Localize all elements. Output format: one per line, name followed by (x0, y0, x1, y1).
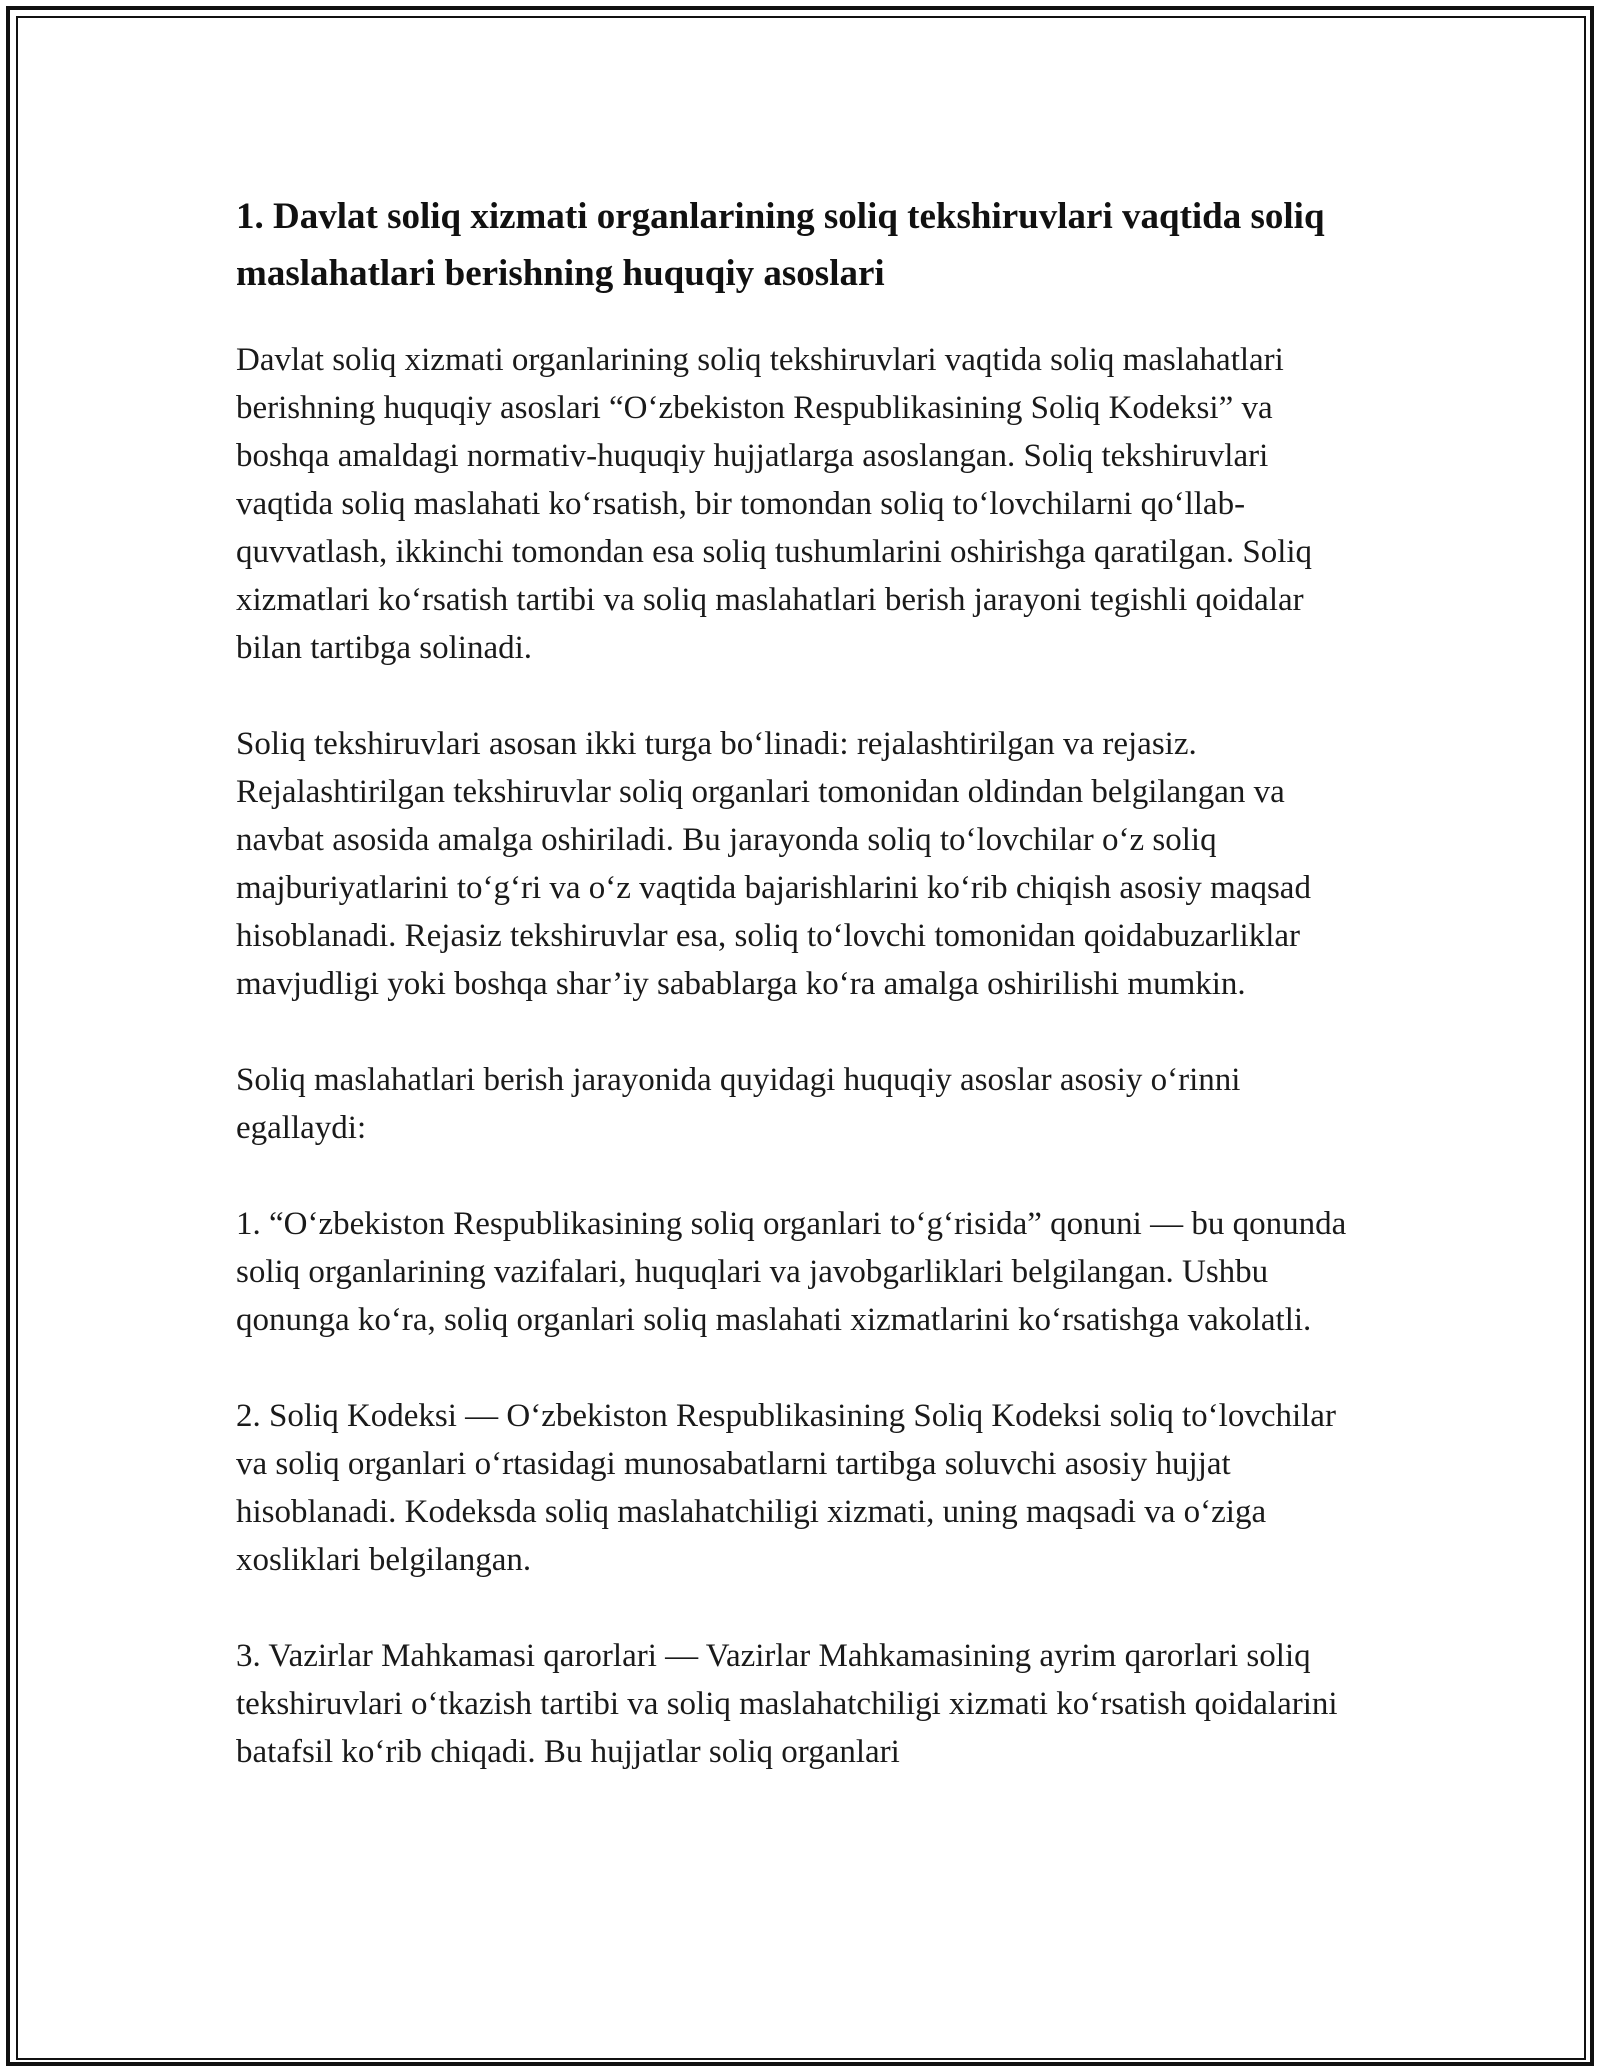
section-heading: 1. Davlat soliq xizmati organlarining soliq tekshiruvlari vaqtida soliq maslahatlari berishning huquqiy asoslari (236, 196, 1325, 294)
list-item-cabinet-resolutions: 3. Vazirlar Mahkamasi qarorlari — Vazirlar Mahkamasining ayrim qarorlari soliq tekshiruvlari o‘tkazish tartibi va soliq maslahatchiligi xizmati ko‘rsatish qoidalarini batafsil ko‘rib chiqadi. Bu hujjatlar soliq organlari (236, 1638, 1338, 1770)
document-body (236, 188, 1372, 1824)
list-item-tax-code: 2. Soliq Kodeksi — O‘zbekiston Respublikasining Soliq Kodeksi soliq to‘lovchilar va soliq organlari o‘rtasidagi munosabatlarni tartibga soluvchi asosiy hujjat hisoblanadi. Kodeksda soliq maslahatchiligi xizmati, uning maqsadi va o‘ziga xosliklari belgilangan. (236, 1398, 1336, 1578)
paragraph-intro: Davlat soliq xizmati organlarining soliq tekshiruvlari vaqtida soliq maslahatlari berishning huquqiy asoslari “O‘zbekiston Respublikasining Soliq Kodeksi” va boshqa amaldagi normativ-huquqiy hujjatlarga asoslangan. Soliq tekshiruvlari vaqtida soliq maslahati ko‘rsatish, bir tomondan soliq to‘lovchilarni qo‘llab-quvvatlash, ikkinchi tomondan esa soliq tushumlarini oshirishga qaratilgan. Soliq xizmatlari ko‘rsatish tartibi va soliq maslahatlari berish jarayoni tegishli qoidalar bilan tartibga solinadi. (236, 342, 1313, 666)
paragraph-inspection-types: Soliq tekshiruvlari asosan ikki turga bo‘linadi: rejalashtirilgan va rejasiz. Rejalashtirilgan tekshiruvlar soliq organlari tomonidan oldindan belgilangan va navbat asosida amalga oshiriladi. Bu jarayonda soliq to‘lovchilar o‘z soliq majburiyatlarini to‘g‘ri va o‘z vaqtida bajarishlarini ko‘rib chiqish asosiy maqsad hisoblanadi. Rejasiz tekshiruvlar esa, soliq to‘lovchi tomonidan qoidabuzarliklar mavjudligi yoki boshqa shar’iy sabablarga ko‘ra amalga oshirilishi mumkin. (236, 726, 1311, 1002)
paragraph-legal-bases-intro: Soliq maslahatlari berish jarayonida quyidagi huquqiy asoslar asosiy o‘rinni egallaydi: (236, 1062, 1241, 1146)
list-item-tax-authorities-law: 1. “O‘zbekiston Respublikasining soliq organlari to‘g‘risida” qonuni — bu qonunda soliq organlarining vazifalari, huquqlari va javobgarliklari belgilangan. Ushbu qonunga ko‘ra, soliq organlari soliq maslahati xizmatlarini ko‘rsatishga vakolatli. (236, 1206, 1347, 1338)
